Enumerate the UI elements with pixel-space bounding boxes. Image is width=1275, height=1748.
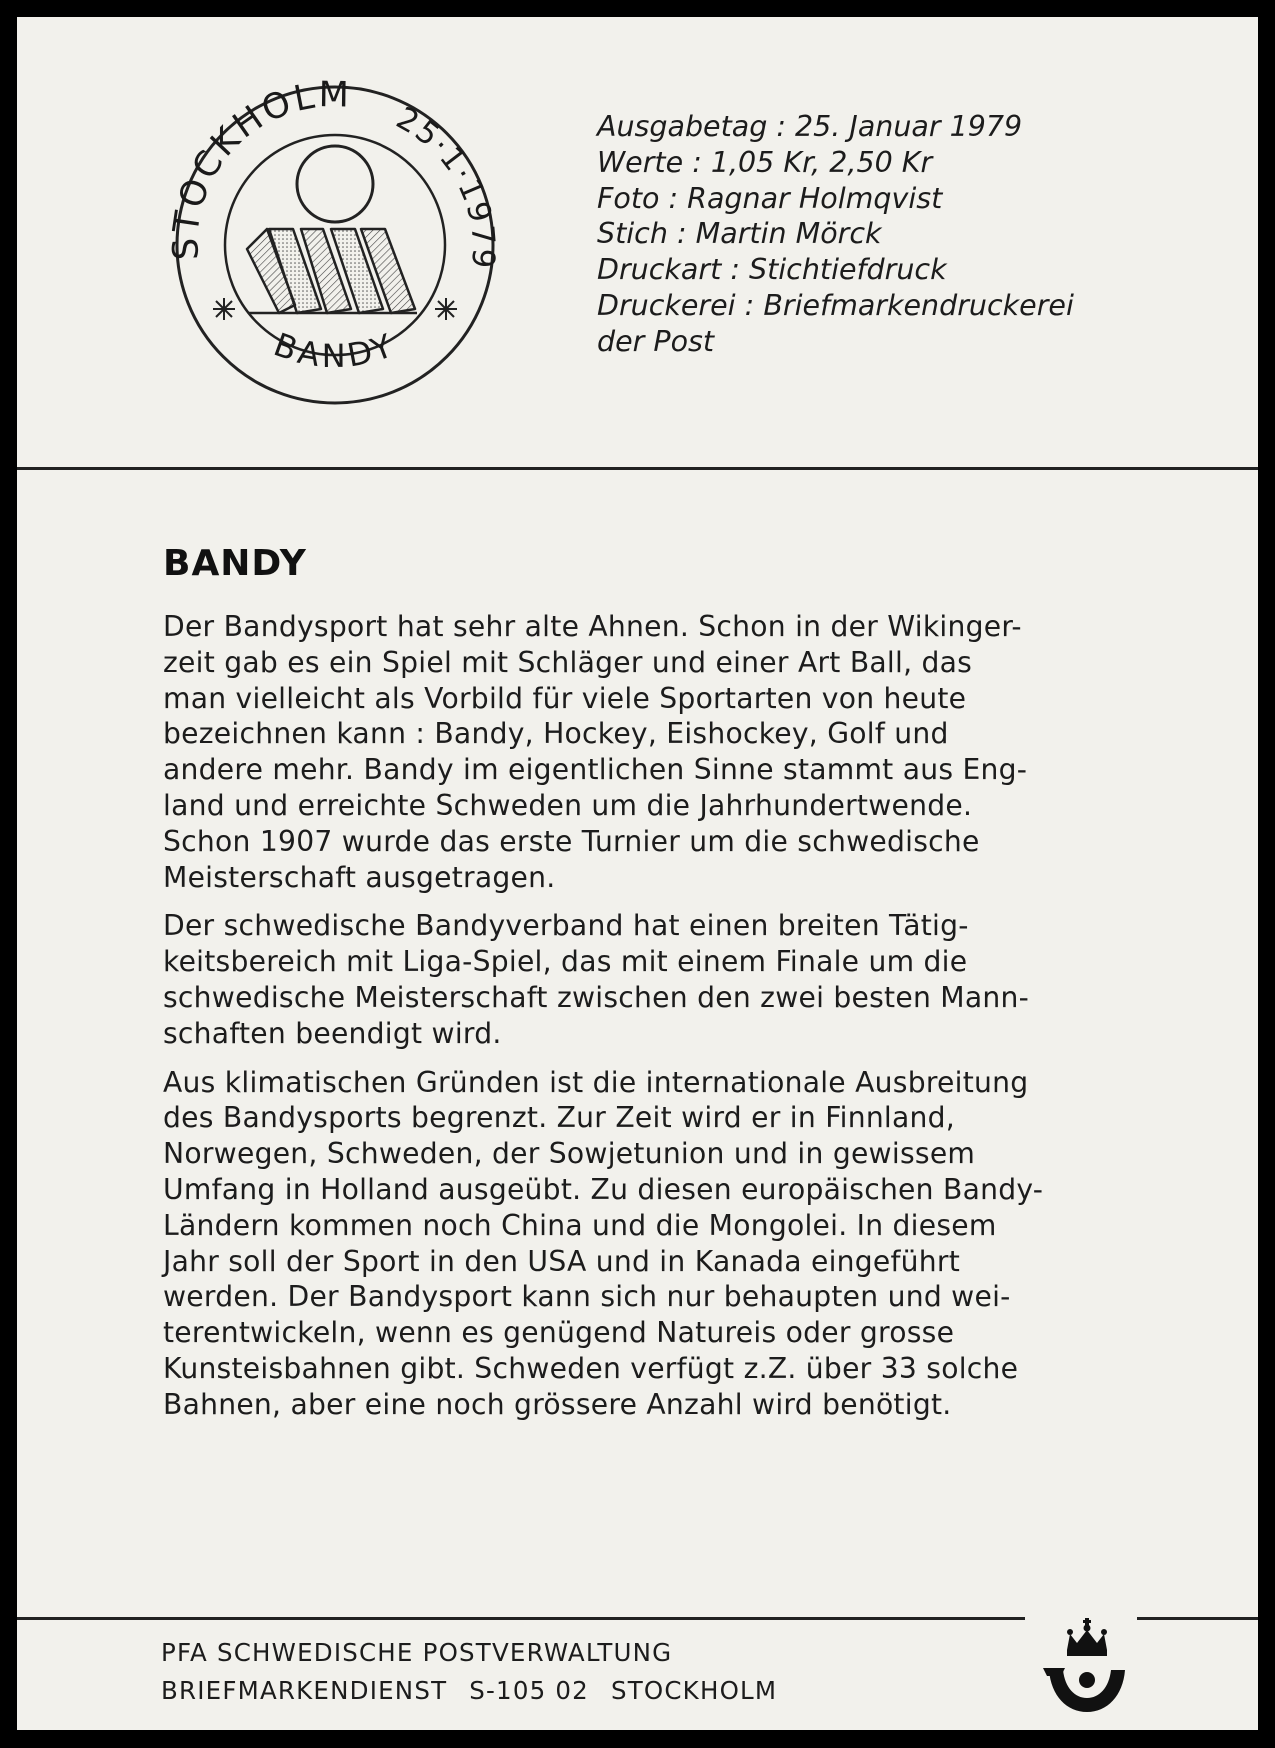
photo-credit-line: Foto : Ragnar Holmqvist bbox=[597, 181, 943, 215]
bottom-divider-left bbox=[17, 1617, 1025, 1620]
star-left-icon bbox=[213, 298, 235, 320]
postmark-bottom-text: BANDY bbox=[268, 325, 402, 375]
text-line: Kunsteisbahnen gibt. Schweden verfügt z.Z. über 33 solche bbox=[163, 1351, 1019, 1385]
star-right-icon bbox=[435, 298, 457, 320]
text-line: Jahr soll der Sport in den USA und in Kanada eingeführt bbox=[163, 1244, 961, 1278]
text-line: land und erreichte Schweden um die Jahrhundertwende. bbox=[163, 788, 973, 822]
issue-date-line: Ausgabetag : 25. Januar 1979 bbox=[597, 110, 1023, 143]
article-body bbox=[163, 609, 1263, 1436]
text-line: Ländern kommen noch China und die Mongolei. In diesem bbox=[163, 1208, 997, 1242]
bandy-postmark-icon bbox=[165, 77, 505, 407]
text-line: des Bandysports begrenzt. Zur Zeit wird er in Finnland, bbox=[163, 1101, 956, 1135]
top-divider bbox=[17, 467, 1258, 470]
text-line: schwedische Meisterschaft zwischen den zwei besten Mann- bbox=[163, 980, 1030, 1014]
printing-method-line: Druckart : Stichtiefdruck bbox=[597, 253, 947, 287]
postmark-date-text: 25·1·1979 bbox=[390, 100, 502, 272]
page-title: BANDY bbox=[163, 543, 307, 584]
text-line: werden. Der Bandysport kann sich nur behaupten und wei- bbox=[163, 1280, 1011, 1314]
ball-icon bbox=[297, 146, 373, 222]
publisher-postcode: S-105 02 bbox=[469, 1676, 589, 1705]
info-card bbox=[17, 17, 1258, 1730]
text-line: Der Bandysport hat sehr alte Ahnen. Schon in der Wikinger- bbox=[163, 610, 1022, 643]
text-line: keitsbereich mit Liga-Spiel, das mit einem Finale um die bbox=[163, 945, 968, 979]
text-line: Umfang in Holland ausgeübt. Zu diesen europäischen Bandy- bbox=[163, 1172, 1044, 1206]
printer-line: Druckerei : Briefmarkendruckerei bbox=[597, 288, 1074, 322]
paragraph-federation bbox=[163, 908, 1263, 1051]
engraving-credit-line: Stich : Martin Mörck bbox=[597, 217, 882, 251]
issue-details bbox=[597, 109, 1237, 360]
text-line: bezeichnen kann : Bandy, Hockey, Eishockey, Golf und bbox=[163, 717, 949, 751]
values-line: Werte : 1,05 Kr, 2,50 Kr bbox=[597, 145, 933, 179]
bottom-divider-right bbox=[1137, 1617, 1258, 1620]
swedish-post-horn-icon bbox=[1037, 1614, 1137, 1718]
publisher-department: BRIEFMARKENDIENST bbox=[161, 1676, 448, 1705]
paragraph-international bbox=[163, 1065, 1263, 1423]
text-line: schaften beendigt wird. bbox=[163, 1016, 502, 1050]
text-line: Der schwedische Bandyverband hat einen breiten Tätig- bbox=[163, 909, 969, 943]
text-line: Schon 1907 wurde das erste Turnier um die schwedische bbox=[163, 824, 980, 858]
text-line: Bahnen, aber eine noch grössere Anzahl wird benötigt. bbox=[163, 1387, 952, 1421]
printer-line-continued: der Post bbox=[597, 324, 715, 358]
publisher-city: STOCKHOLM bbox=[610, 1676, 778, 1705]
publisher-footer bbox=[161, 1634, 777, 1710]
text-line: andere mehr. Bandy im eigentlichen Sinne stammt aus Eng- bbox=[163, 753, 1028, 787]
text-line: Aus klimatischen Gründen ist die internationale Ausbreitung bbox=[163, 1065, 1029, 1099]
bandy-sticks-icon bbox=[247, 229, 417, 313]
text-line: terentwickeln, wenn es genügend Natureis oder grosse bbox=[163, 1316, 955, 1350]
text-line: Meisterschaft ausgetragen. bbox=[163, 860, 556, 894]
text-line: zeit gab es ein Spiel mit Schläger und einer Art Ball, das bbox=[163, 645, 973, 679]
publisher-name: PFA SCHWEDISCHE POSTVERWALTUNG bbox=[161, 1638, 673, 1667]
text-line: man vielleicht als Vorbild für viele Sportarten von heute bbox=[163, 681, 967, 715]
text-line: Norwegen, Schweden, der Sowjetunion und in gewissem bbox=[163, 1137, 976, 1171]
paragraph-history bbox=[163, 609, 1263, 895]
publisher-address bbox=[161, 1672, 777, 1710]
postmark-top-text: STOCKHOLM bbox=[166, 77, 353, 261]
